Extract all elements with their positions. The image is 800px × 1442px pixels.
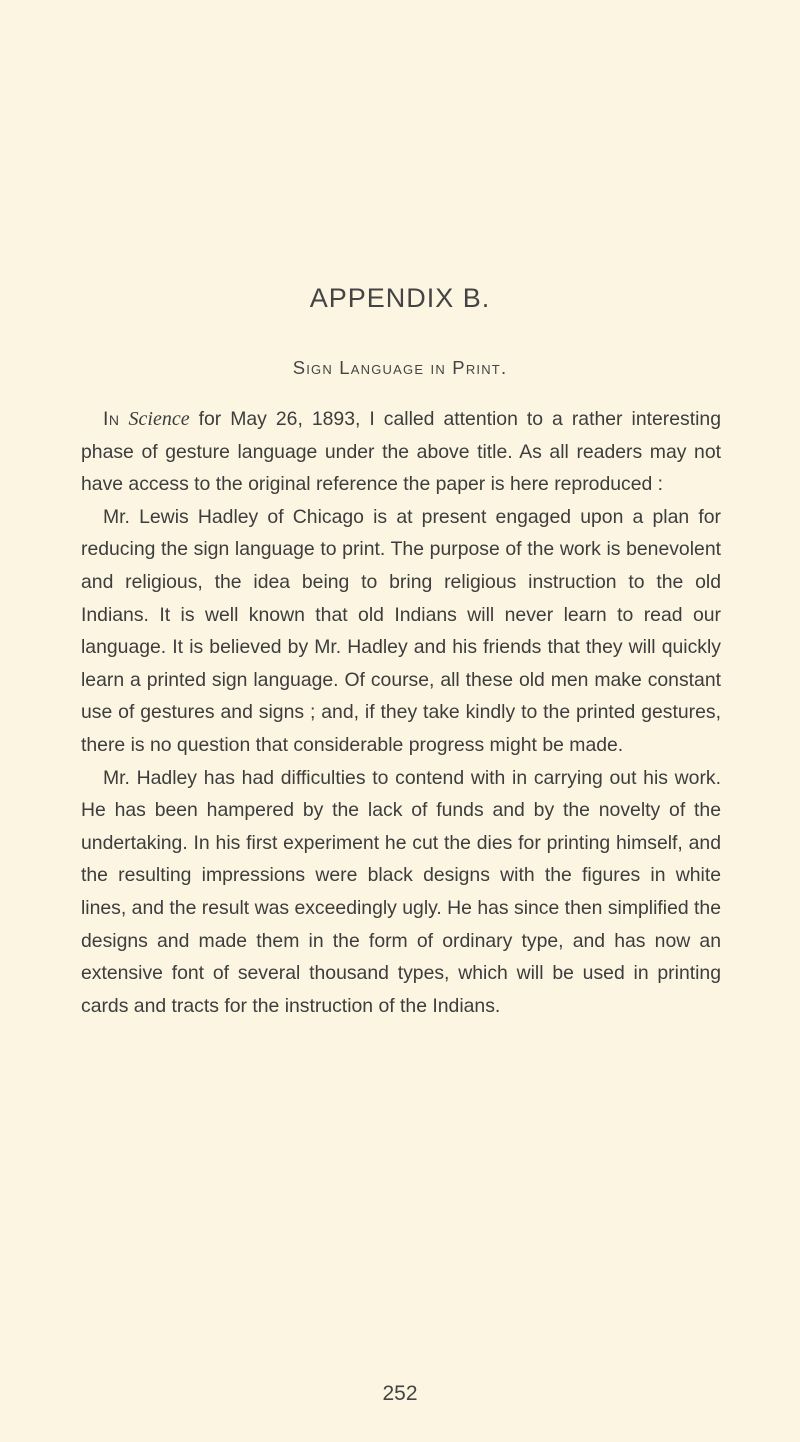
paragraph-1-lead-space — [120, 408, 129, 430]
body-text — [81, 403, 721, 1022]
paragraph-2: Mr. Lewis Hadley of Chicago is at present engaged upon a plan for reducing the sign language to print. The purpose of the work is benevolent and religious, the idea being to bring religious instruction to the old Indians. It is well known that old Indians will never learn to read our language. It is believed by Mr. Hadley and his friends that they will quickly learn a printed sign language. Of course, all these old men make constant use of gestures and signs ; and, if they take kindly to the printed gestures, there is no question that considerable progress might be made. — [81, 505, 721, 756]
section-subheading: Sign Language in Print. — [292, 357, 508, 378]
journal-title: Science — [128, 408, 190, 430]
paragraph-1-lead: In — [103, 408, 120, 430]
paragraph-3: Mr. Hadley has had difficulties to contend with in carrying out his work. He has been hampered by the lack of funds and by the novelty of the undertaking. In his first experiment he cut the dies for printing himself, and the resulting impressions were black designs with the figures in white lines, and the result was exceedingly ugly. He has since then simplified the designs and made them in the form of ordinary type, and has now an extensive font of several thousand types, which will be used in printing cards and tracts for the instruction of the Indians. — [81, 766, 721, 1017]
appendix-heading: APPENDIX B. — [309, 283, 491, 313]
paragraph-1-text: for May 26, 1893, I called attention to a rather interesting phase of gesture language under the above title. As all readers may not have access to the original reference the paper is here reproduced : — [81, 408, 721, 496]
page-number: 252 — [382, 1382, 418, 1405]
paragraph-1 — [81, 403, 721, 501]
